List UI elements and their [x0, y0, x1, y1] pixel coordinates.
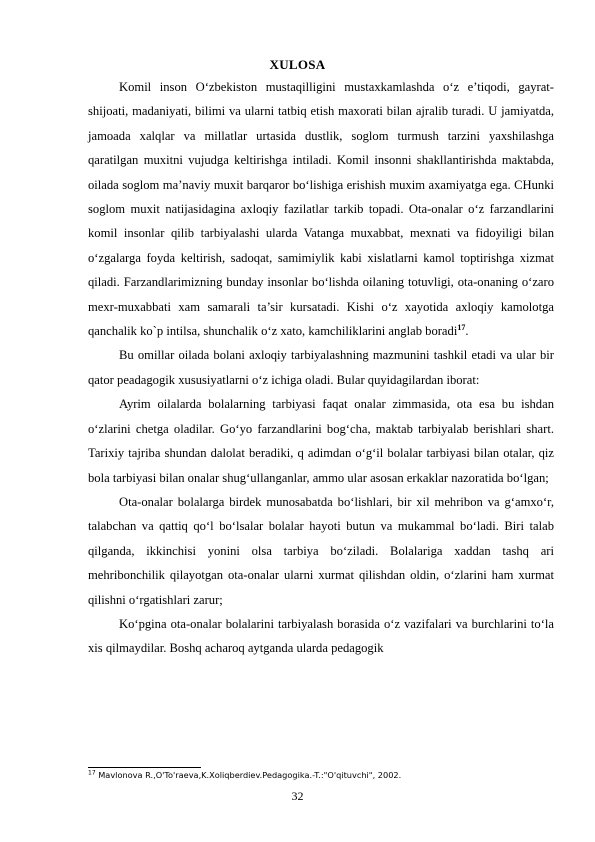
footnote-reference: 17 — [457, 322, 466, 332]
footnote — [88, 770, 554, 781]
page-number: 32 — [291, 789, 304, 803]
page-title: XULOSA — [269, 57, 326, 72]
document-body — [88, 75, 554, 661]
footnote-text: Mavlonova R.,O'To'raeva,K.Xoliqberdiev.Pedagogika.-T.:"O'qituvchi", 2002. — [95, 770, 402, 780]
footnote-separator — [88, 767, 201, 768]
paragraph-1-text: Komil inson O‘zbekiston mustaqilligini mustaxkamlashda o‘z e’tiqodi, gayrat-shijoati, madaniyati, bilimi va ularni tatbiq etish maxorati bilan ajralib turadi. U jamiyatda, jamoada xalqlar va millatlar urtasida dustlik, soglom turmush tarzini yaxshilashga qaratilgan muxitni vujudga keltirishga intiladi. Komil insonni shakllantirishda maktabda, oilada soglom ma’naviy muxit barqaror bo‘lishiga erishish muxim axamiyatga ega. CHunki soglom muxit natijasidagina axloqiy fazilatlar tarkib topadi. Ota-onalar o‘z farzandlarini komil insonlar qilib tarbiyalashi ularda Vatanga muxabbat, mexnati va fidoyiligi bilan o‘zgalarga foyda keltirish, sadoqat, samimiylik kabi xislatlarni kamol toptirishga xizmat qiladi. Farzandlarimizning bunday insonlar bo‘lishda oilaning totuvligi, ota-onaning o‘zaro mexr-muxabbati xam samarali ta’sir kursatadi. Kishi o‘z xayotida axloqiy kamolotga qanchalik ko`p intilsa, shunchalik o‘z xato, kamchiliklarini anglab boradi — [88, 80, 554, 339]
paragraph-3: Ayrim oilalarda bolalarning tarbiyasi faqat onalar zimmasida, ota esa bu ishdan o‘zlarini chetga oladilar. Go‘yo farzandlarini bog‘cha, maktab tarbiyalab berishlari shart. Tarixiy tajriba shundan dalolat beradiki, q adimdan o‘g‘il bolalar tarbiyasi bilan otalar, qiz bola tarbiyasi bilan onalar shug‘ullanganlar, ammo ular asosan erkaklar nazoratida bo‘lgan; — [88, 397, 554, 485]
paragraph-2: Bu omillar oilada bolani axloqiy tarbiyalashning mazmunini tashkil etadi va ular bir qator peadagogik xususiyatlarni o‘z ichiga oladi. Bular quyidagilardan iborat: — [88, 348, 554, 387]
footnote-number: 17 — [88, 769, 96, 777]
paragraph-4: Ota-onalar bolalarga birdek munosabatda bo‘lishlari, bir xil mehribon va g‘amxo‘r, talabchan va qattiq qo‘l bo‘lsalar bolalar hayoti butun va mukammal bo‘ladi. Biri talab qilganda, ikkinchisi yonini olsa tarbiya bo‘ziladi. Bolalariga xaddan tashq ari mehribonchilik qilayotgan ota-onalar ularni xurmat qilishdan oldin, o‘zlarini ham xurmat qilishni o‘rgatishlari zarur; — [88, 494, 554, 607]
paragraph-1-tail: . — [465, 324, 469, 339]
paragraph-1 — [88, 75, 554, 343]
paragraph-5: Ko‘pgina ota-onalar bolalarini tarbiyalash borasida o‘z vazifalari va burchlarini to‘la xis qilmaydilar. Boshq acharoq aytganda ularda pedagogik — [88, 616, 554, 656]
